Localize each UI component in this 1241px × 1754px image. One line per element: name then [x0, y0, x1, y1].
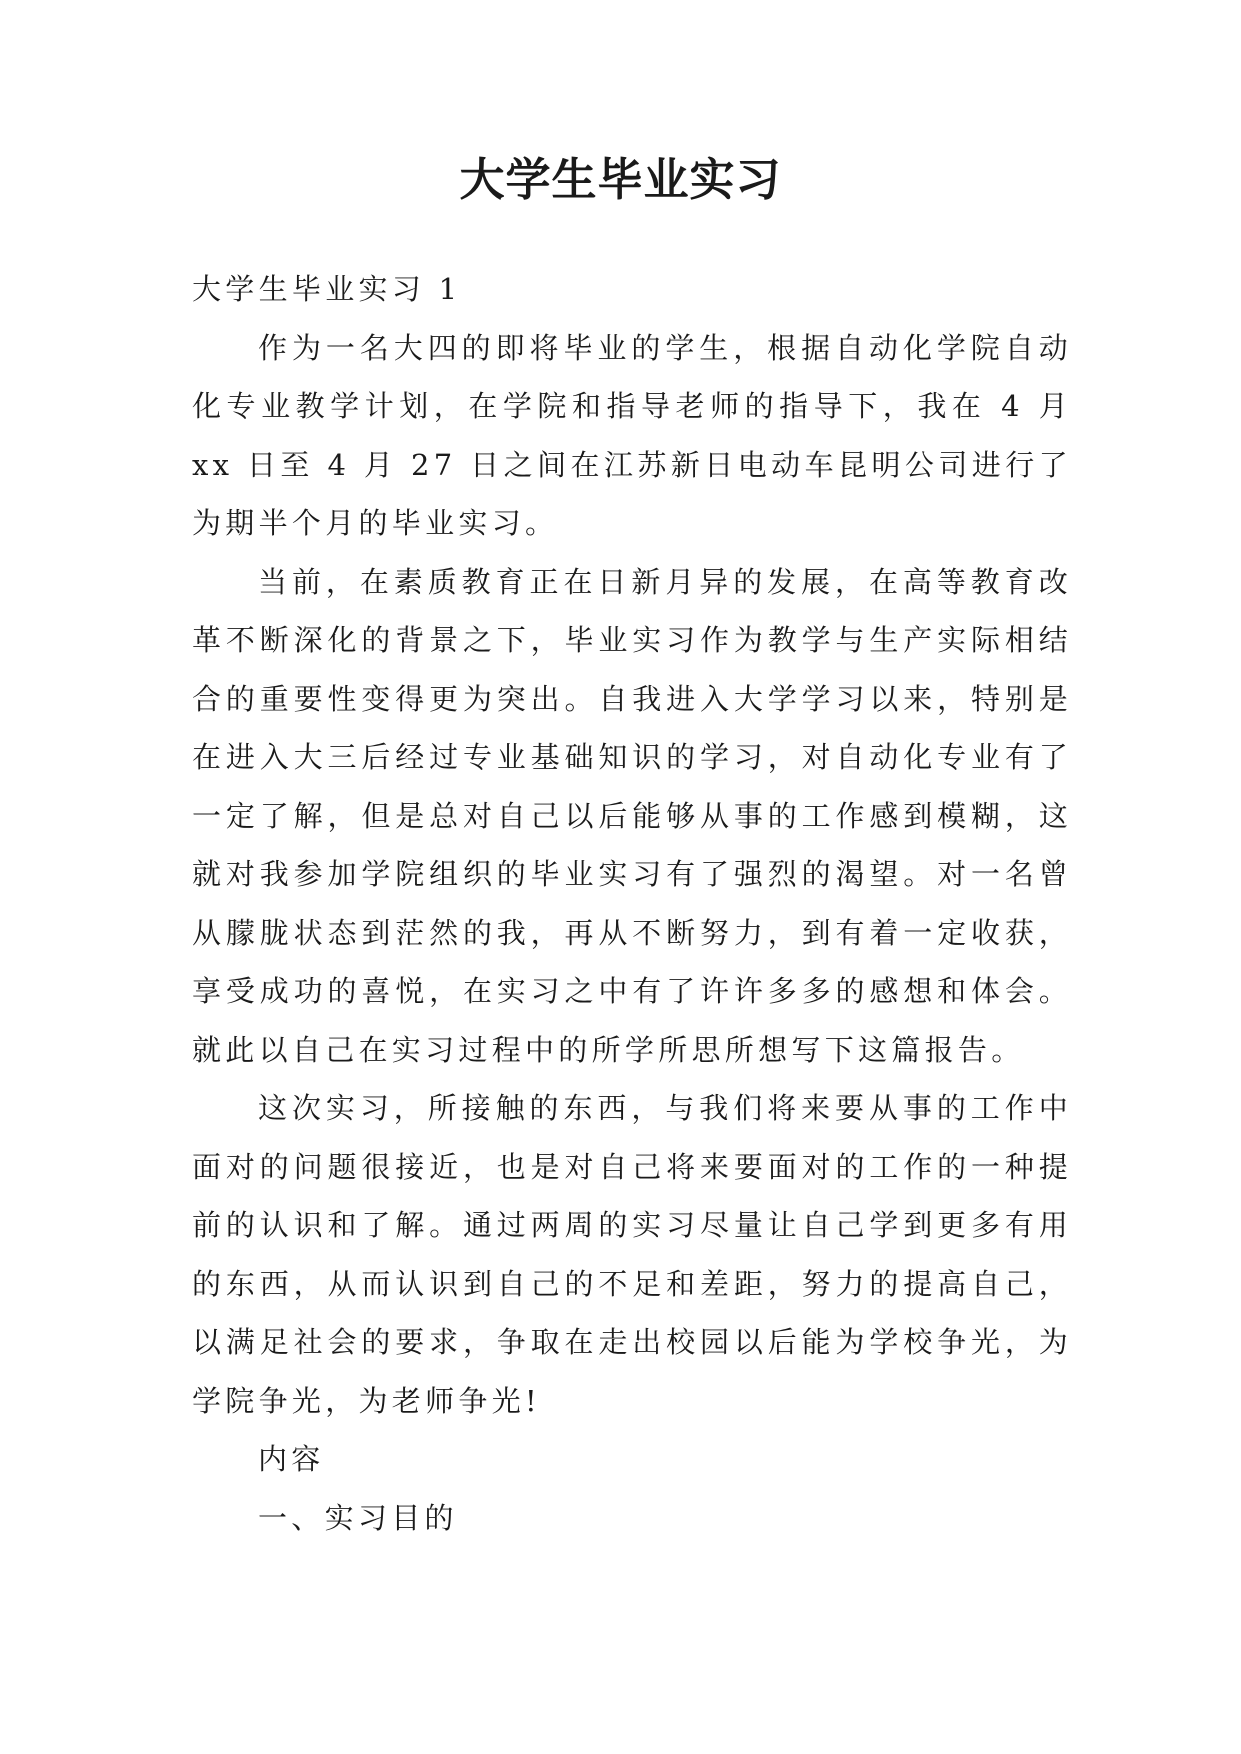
- paragraph-background: 当前，在素质教育正在日新月异的发展，在高等教育改革不断深化的背景之下，毕业实习作为教学与生产实际相结合的重要性变得更为突出。自我进入大学学习以来，特别是在进入大三后经过专业基础知识的学习，对自动化专业有了一定了解，但是总对自己以后能够从事的工作感到模糊，这就对我参加学院组织的毕业实习有了强烈的渴望。对一名曾从朦胧状态到茫然的我，再从不断努力，到有着一定收获，享受成功的喜悦，在实习之中有了许许多多的感想和体会。就此以自己在实习过程中的所学所思所想写下这篇报告。: [192, 564, 1072, 1067]
- subheading-purpose: 一、实习目的: [258, 1500, 458, 1535]
- subheading-content: 内容: [258, 1442, 325, 1476]
- paragraph-significance: 这次实习，所接触的东西，与我们将来要从事的工作中面对的问题很接近，也是对自己将来要面对的工作的一种提前的认识和了解。通过两周的实习尽量让自己学到更多有用的东西，从而认识到自己的不足和差距，努力的提高自己，以满足社会的要求，争取在走出校园以后能为学校争光，为学院争光，为老师争光!: [192, 1091, 1072, 1418]
- paragraph-intro: 作为一名大四的即将毕业的学生，根据自动化学院自动化专业教学计划，在学院和指导老师的指导下，我在 4 月 xx 日至 4 月 27 日之间在江苏新日电动车昆明公司进行了为期半个月的毕业实习。: [192, 330, 1072, 540]
- section-heading: 大学生毕业实习 1: [192, 272, 462, 306]
- document-title: 大学生毕业实习: [459, 153, 782, 206]
- document-body: [192, 260, 1072, 1547]
